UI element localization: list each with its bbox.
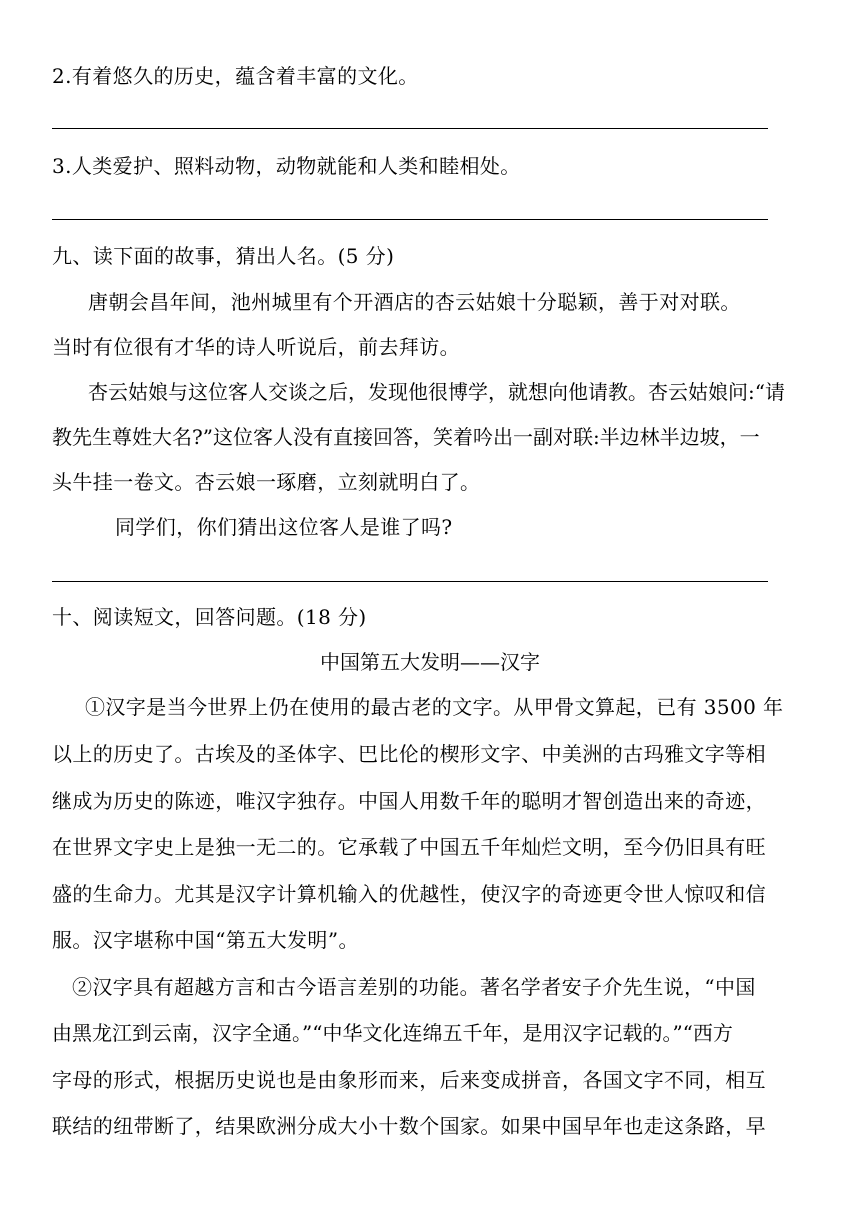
story-line: 当时有位很有才华的诗人听说后，前去拜访。 — [52, 335, 460, 359]
article-line: 服。汉字堪称中国“第五大发明”。 — [52, 928, 359, 952]
story-line: 教先生尊姓大名?”这位客人没有直接回答，笑着吟出一副对联:半边林半边坡，一 — [52, 425, 760, 449]
article-line: 以上的历史了。古埃及的圣体字、巴比伦的楔形文字、中美洲的古玛雅文字等相 — [52, 742, 766, 766]
article-line: ②汉字具有超越方言和古今语言差别的功能。著名学者安子介先生说，“中国 — [72, 975, 756, 999]
article-line: 字母的形式，根据历史说也是由象形而来，后来变成拼音，各国文字不同，相互 — [52, 1068, 766, 1092]
story-question: 同学们，你们猜出这位客人是谁了吗? — [115, 515, 453, 539]
answer-line — [52, 581, 768, 582]
article-title: 中国第五大发明——汉字 — [320, 650, 540, 674]
article-line: 联结的纽带断了，结果欧洲分成大小十数个国家。如果中国早年也走这条路，早 — [52, 1114, 766, 1138]
article-line: 在世界文字史上是独一无二的。它承载了中国五千年灿烂文明，至今仍旧具有旺 — [52, 835, 766, 859]
story-line: 唐朝会昌年间，池州城里有个开酒店的杏云姑娘十分聪颖，善于对对联。 — [88, 290, 741, 314]
answer-line — [52, 219, 768, 220]
section-10-heading: 十、阅读短文，回答问题。(18 分) — [52, 605, 367, 629]
article-line: ①汉字是当今世界上仍在使用的最古老的文字。从甲骨文算起，已有 3500 年 — [85, 695, 784, 719]
story-line: 头牛挂一卷文。杏云娘一琢磨，立刻就明白了。 — [52, 470, 481, 494]
question-item-2: 2.有着悠久的历史，蕴含着丰富的文化。 — [52, 64, 419, 88]
article-line: 盛的生命力。尤其是汉字计算机输入的优越性，使汉字的奇迹更令世人惊叹和信 — [52, 882, 766, 906]
article-line: 继成为历史的陈迹，唯汉字独存。中国人用数千年的聪明才智创造出来的奇迹， — [52, 789, 766, 813]
story-line: 杏云姑娘与这位客人交谈之后，发现他很博学，就想向他请教。杏云姑娘问:“请 — [88, 380, 785, 404]
section-9-heading: 九、读下面的故事，猜出人名。(5 分) — [52, 244, 395, 268]
article-line: 由黑龙江到云南，汉字全通。”“中华文化连绵五千年，是用汉字记载的。”“西方 — [52, 1021, 733, 1045]
question-item-3: 3.人类爱护、照料动物，动物就能和人类和睦相处。 — [52, 154, 521, 178]
answer-line — [52, 128, 768, 129]
